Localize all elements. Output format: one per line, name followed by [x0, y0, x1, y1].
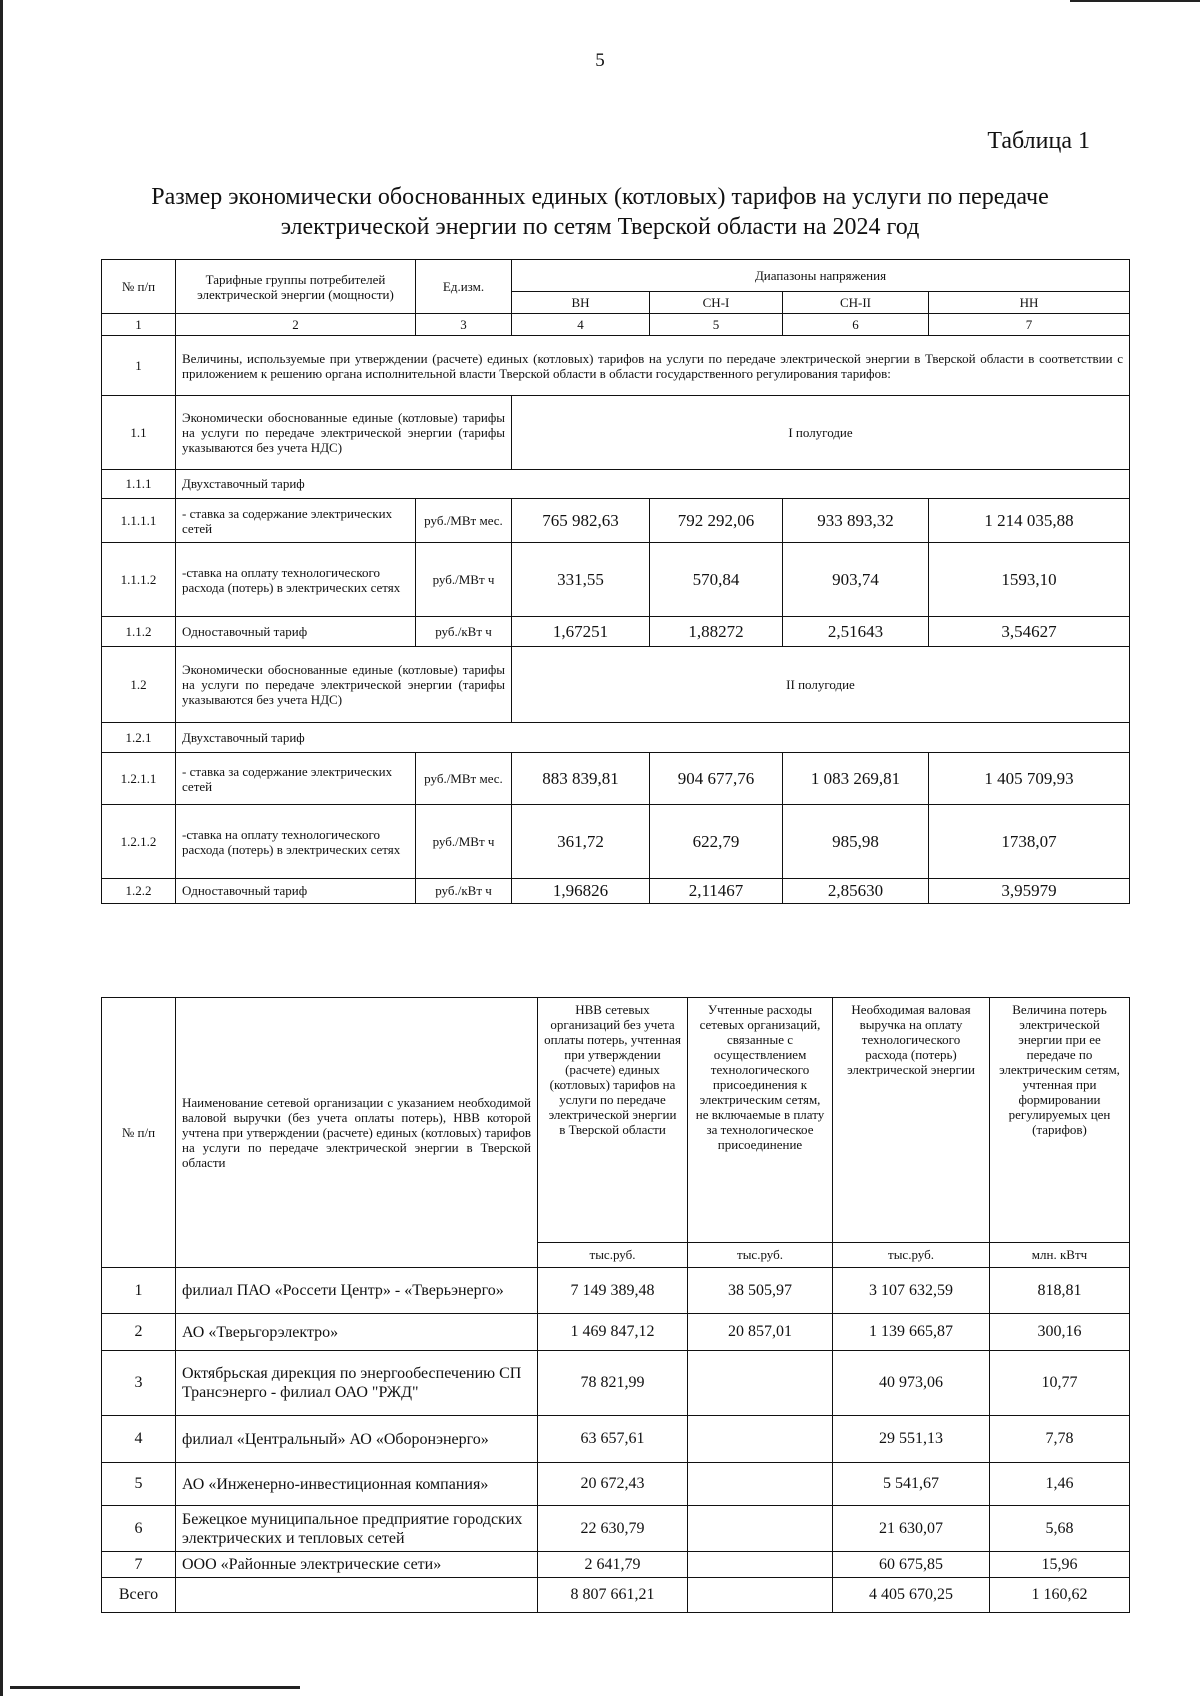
period-label: I полугодие [512, 396, 1130, 470]
value-nn: 1 405 709,93 [929, 753, 1130, 805]
unit-losses-revenue: тыс.руб. [833, 1243, 990, 1268]
value-sn2: 1 083 269,81 [783, 753, 929, 805]
row-num: 1.1.2 [102, 617, 176, 647]
value-sn1: 1,88272 [650, 617, 783, 647]
header-voltage-ranges: Диапазоны напряжения [512, 260, 1130, 292]
row-label: Двухставочный тариф [176, 470, 1130, 499]
column-number: 4 [512, 314, 650, 336]
value-losses-revenue: 40 973,06 [833, 1351, 990, 1416]
table-row [102, 1506, 1130, 1552]
value-nn: 1593,10 [929, 543, 1130, 617]
row-label: Одноставочный тариф [176, 879, 416, 904]
header-unit: Ед.изм. [416, 260, 512, 314]
value-losses-revenue: 3 107 632,59 [833, 1268, 990, 1314]
value-vn: 883 839,81 [512, 753, 650, 805]
header-sn1: СН-I [650, 292, 783, 314]
value-nvv: 2 641,79 [538, 1552, 688, 1578]
network-organizations-table [101, 997, 1130, 1613]
value-sn2: 985,98 [783, 805, 929, 879]
row-num: 1.2.2 [102, 879, 176, 904]
value-losses-revenue: 21 630,07 [833, 1506, 990, 1552]
total-row [102, 1578, 1130, 1613]
value-losses-revenue: 60 675,85 [833, 1552, 990, 1578]
value-sn1: 570,84 [650, 543, 783, 617]
value-nn: 3,95979 [929, 879, 1130, 904]
row-unit: руб./МВт ч [416, 543, 512, 617]
value-sn1: 904 677,76 [650, 753, 783, 805]
total-losses-volume: 1 160,62 [990, 1578, 1130, 1613]
table-row [102, 1552, 1130, 1578]
table-row [102, 1351, 1130, 1416]
value-connection [688, 1416, 833, 1463]
value-losses-volume: 15,96 [990, 1552, 1130, 1578]
total-connection [688, 1578, 833, 1613]
value-connection [688, 1506, 833, 1552]
value-sn2: 2,51643 [783, 617, 929, 647]
document-title [100, 182, 1100, 242]
header-losses-revenue: Необходимая валовая выручка на оплату технологического расхода (потерь) электрической энергии [833, 998, 990, 1243]
value-vn: 331,55 [512, 543, 650, 617]
period-label: II полугодие [512, 647, 1130, 723]
value-sn1: 622,79 [650, 805, 783, 879]
table-row [102, 1268, 1130, 1314]
value-nvv: 1 469 847,12 [538, 1314, 688, 1351]
value-sn2: 2,85630 [783, 879, 929, 904]
value-losses-revenue: 5 541,67 [833, 1463, 990, 1506]
value-connection [688, 1351, 833, 1416]
table-header-row [102, 998, 1130, 1243]
scan-edge-line-top [1070, 0, 1200, 2]
header-connection-costs: Учтенные расходы сетевых организаций, связанные с осуществлением технологического присоединения к электрическим сетям, не включаемые в плату за технологическое присоединение [688, 998, 833, 1243]
unit-connection: тыс.руб. [688, 1243, 833, 1268]
row-label: - ставка за содержание электрических сетей [176, 499, 416, 543]
row-num: 1.2.1.2 [102, 805, 176, 879]
row-label: Экономически обоснованные единые (котловые) тарифы на услуги по передаче электрической энергии (тарифы указываются без учета НДС) [176, 647, 512, 723]
value-vn: 765 982,63 [512, 499, 650, 543]
organization-name: ООО «Районные электрические сети» [176, 1552, 538, 1578]
row-num: 5 [102, 1463, 176, 1506]
value-nn: 1 214 035,88 [929, 499, 1130, 543]
organization-name: АО «Тверьгорэлектро» [176, 1314, 538, 1351]
value-losses-volume: 818,81 [990, 1268, 1130, 1314]
table-row [102, 470, 1130, 499]
organization-name: Октябрьская дирекция по энергообеспечению СП Трансэнерго - филиал ОАО "РЖД" [176, 1351, 538, 1416]
row-num: 1.1.1.1 [102, 499, 176, 543]
row-unit: руб./кВт ч [416, 879, 512, 904]
row-num: 1.2.1.1 [102, 753, 176, 805]
value-losses-volume: 10,77 [990, 1351, 1130, 1416]
value-losses-volume: 1,46 [990, 1463, 1130, 1506]
value-losses-volume: 300,16 [990, 1314, 1130, 1351]
header-losses-volume: Величина потерь электрической энергии при ее передаче по электрическим сетям, учтенная при формировании регулируемых цен (тарифов) [990, 998, 1130, 1243]
row-num: 1 [102, 336, 176, 396]
value-nvv: 7 149 389,48 [538, 1268, 688, 1314]
unit-losses-volume: млн. кВтч [990, 1243, 1130, 1268]
value-connection: 20 857,01 [688, 1314, 833, 1351]
scan-edge-line-left [0, 0, 3, 1696]
organization-name: филиал «Центральный» АО «Оборонэнерго» [176, 1416, 538, 1463]
table-row [102, 617, 1130, 647]
header-vn: ВН [512, 292, 650, 314]
title-line-2: электрической энергии по сетям Тверской области на 2024 год [280, 214, 920, 240]
value-vn: 361,72 [512, 805, 650, 879]
value-connection: 38 505,97 [688, 1268, 833, 1314]
unit-nvv: тыс.руб. [538, 1243, 688, 1268]
row-label: -ставка на оплату технологического расхода (потерь) в электрических сетях [176, 543, 416, 617]
row-num: 1.2.1 [102, 723, 176, 753]
value-nvv: 22 630,79 [538, 1506, 688, 1552]
total-name [176, 1578, 538, 1613]
column-number: 2 [176, 314, 416, 336]
organization-name: АО «Инженерно-инвестиционная компания» [176, 1463, 538, 1506]
header-num: № п/п [102, 998, 176, 1268]
row-num: 6 [102, 1506, 176, 1552]
table-row [102, 1416, 1130, 1463]
value-sn2: 903,74 [783, 543, 929, 617]
row-label: Экономически обоснованные единые (котловые) тарифы на услуги по передаче электрической энергии (тарифы указываются без учета НДС) [176, 396, 512, 470]
row-unit: руб./МВт мес. [416, 753, 512, 805]
header-num: № п/п [102, 260, 176, 314]
organization-name: филиал ПАО «Россети Центр» - «Тверьэнерго» [176, 1268, 538, 1314]
value-nvv: 78 821,99 [538, 1351, 688, 1416]
value-nvv: 20 672,43 [538, 1463, 688, 1506]
section-row [102, 336, 1130, 396]
table-row [102, 805, 1130, 879]
value-losses-volume: 7,78 [990, 1416, 1130, 1463]
value-losses-revenue: 1 139 665,87 [833, 1314, 990, 1351]
table-row [102, 543, 1130, 617]
row-unit: руб./кВт ч [416, 617, 512, 647]
row-label: - ставка за содержание электрических сетей [176, 753, 416, 805]
total-nvv: 8 807 661,21 [538, 1578, 688, 1613]
table-row [102, 753, 1130, 805]
row-label: Одноставочный тариф [176, 617, 416, 647]
title-line-1: Размер экономически обоснованных единых (котловых) тарифов на услуги по передаче [151, 184, 1049, 210]
table-row [102, 499, 1130, 543]
row-num: 3 [102, 1351, 176, 1416]
row-num: 7 [102, 1552, 176, 1578]
value-losses-volume: 5,68 [990, 1506, 1130, 1552]
table-row [102, 396, 1130, 470]
row-num: 2 [102, 1314, 176, 1351]
total-label: Всего [102, 1578, 176, 1613]
value-connection [688, 1552, 833, 1578]
table-row [102, 879, 1130, 904]
table-row [102, 647, 1130, 723]
column-number: 1 [102, 314, 176, 336]
total-losses-revenue: 4 405 670,25 [833, 1578, 990, 1613]
row-num: 1 [102, 1268, 176, 1314]
column-number: 5 [650, 314, 783, 336]
organization-name: Бежецкое муниципальное предприятие городских электрических и тепловых сетей [176, 1506, 538, 1552]
header-sn2: СН-II [783, 292, 929, 314]
header-nvv: НВВ сетевых организаций без учета оплаты потерь, учтенная при утверждении (расчете) единых (котловых) тарифов на услуги по передаче электрической энергии в Тверской области [538, 998, 688, 1243]
header-nn: НН [929, 292, 1130, 314]
row-num: 1.1 [102, 396, 176, 470]
value-sn1: 2,11467 [650, 879, 783, 904]
column-numbers-row [102, 314, 1130, 336]
row-label: Двухставочный тариф [176, 723, 1130, 753]
column-number: 7 [929, 314, 1130, 336]
value-nn: 3,54627 [929, 617, 1130, 647]
table-row [102, 723, 1130, 753]
value-nn: 1738,07 [929, 805, 1130, 879]
table-row [102, 1463, 1130, 1506]
section-text: Величины, используемые при утверждении (расчете) единых (котловых) тарифов на услуги по передаче электрической энергии в Тверской области в соответствии с приложением к решению органа исполнительной власти Тверской области в области государственного регулирования тарифов: [176, 336, 1130, 396]
row-unit: руб./МВт мес. [416, 499, 512, 543]
row-num: 1.1.1.2 [102, 543, 176, 617]
tariff-table [101, 259, 1130, 904]
row-num: 4 [102, 1416, 176, 1463]
value-sn2: 933 893,32 [783, 499, 929, 543]
value-sn1: 792 292,06 [650, 499, 783, 543]
table-label: Таблица 1 [987, 128, 1090, 154]
row-label: -ставка на оплату технологического расхода (потерь) в электрических сетях [176, 805, 416, 879]
table-row [102, 1314, 1130, 1351]
column-number: 6 [783, 314, 929, 336]
value-connection [688, 1463, 833, 1506]
value-nvv: 63 657,61 [538, 1416, 688, 1463]
row-unit: руб./МВт ч [416, 805, 512, 879]
value-vn: 1,67251 [512, 617, 650, 647]
header-consumer-groups: Тарифные группы потребителей электрической энергии (мощности) [176, 260, 416, 314]
row-num: 1.1.1 [102, 470, 176, 499]
value-vn: 1,96826 [512, 879, 650, 904]
table-header-row [102, 260, 1130, 292]
page-number: 5 [595, 50, 605, 71]
header-organization-name: Наименование сетевой организации с указанием необходимой валовой выручки (без учета оплаты потерь), НВВ которой учтена при утверждении (расчете) единых (котловых) тарифов на услуги по передаче электрической энергии в Тверской области [176, 998, 538, 1268]
value-losses-revenue: 29 551,13 [833, 1416, 990, 1463]
scan-edge-line-bottom [10, 1686, 300, 1689]
column-number: 3 [416, 314, 512, 336]
row-num: 1.2 [102, 647, 176, 723]
